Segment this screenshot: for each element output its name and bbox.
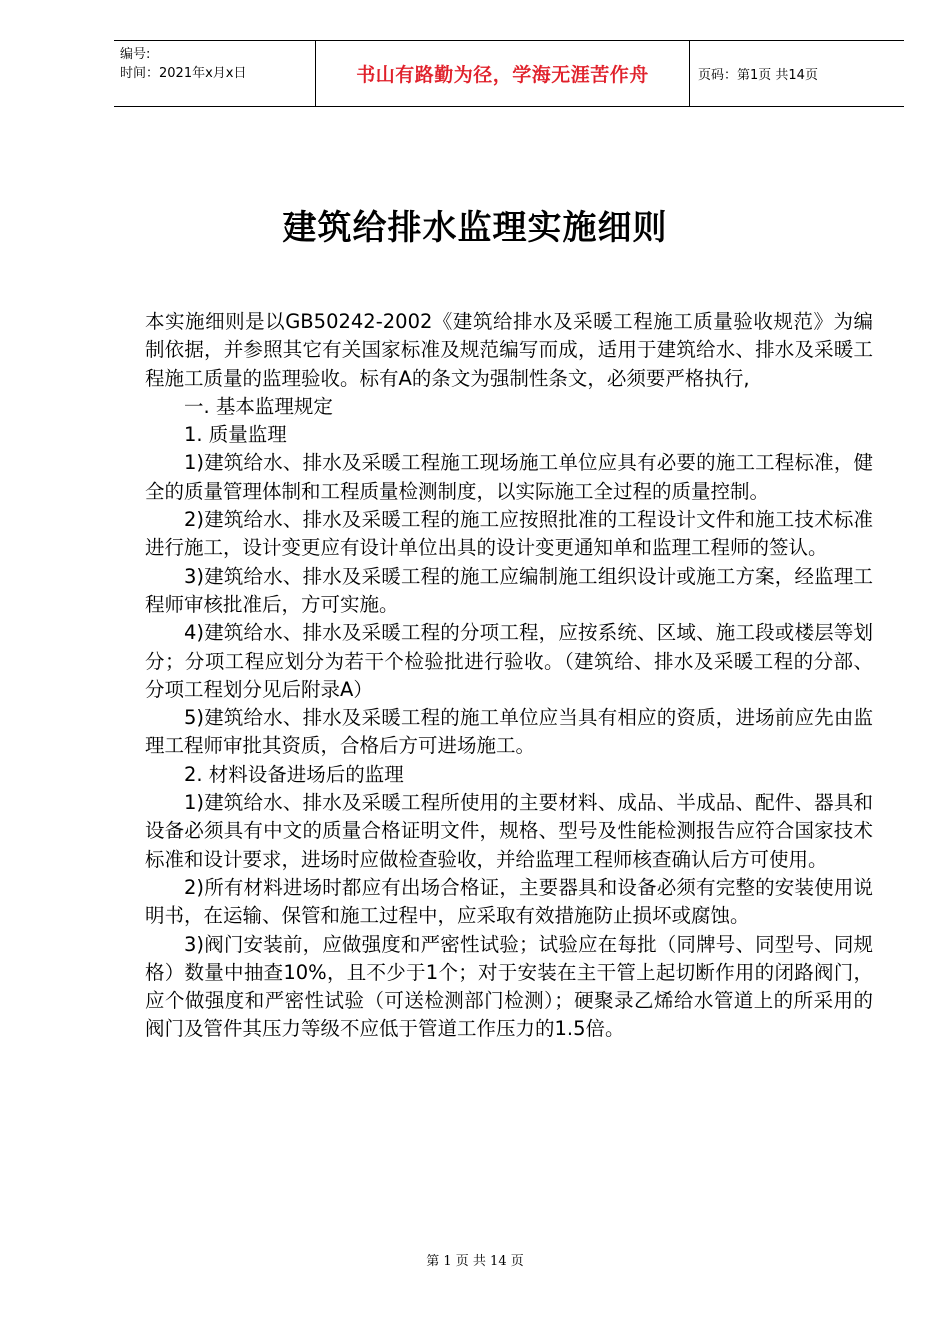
body-paragraph: 3)建筑给水、排水及采暖工程的施工应编制施工组织设计或施工方案，经监理工程师审核批准后，方可实施。 [145,564,873,616]
header-page-info: 页码：第1页 共14页 [698,68,818,83]
subsection-heading: 1. 质量监理 [184,423,287,447]
body-paragraph: 1)建筑给水、排水及采暖工程所使用的主要材料、成品、半成品、配件、器具和设备必须具有中文的质量合格证明文件，规格、型号及性能检测报告应符合国家技术标准和设计要求，进场时应做检查验收，并给监理工程师核查确认后方可使用。 [145,791,873,871]
subsection-heading: 2. 材料设备进场后的监理 [184,762,404,786]
document-body [145,308,873,1044]
body-paragraph: 5)建筑给水、排水及采暖工程的施工单位应当具有相应的资质，进场前应先由监理工程师审批其资质，合格后方可进场施工。 [145,706,873,758]
body-paragraph: 3)阀门安装前，应做强度和严密性试验；试验应在每批（同牌号、同型号、同规格）数量中抽查10%，且不少于1个；对于安装在主干管上起切断作用的闭路阀门，应个做强度和严密性试验（可送检测部门检测）；硬聚录乙烯给水管道上的所采用的阀门及管件其压力等级不应低于管道工作压力的1.5倍。 [145,932,873,1041]
intro-paragraph: 本实施细则是以GB50242-2002《建筑给排水及采暖工程施工质量验收规范》为编制依据，并参照其它有关国家标准及规范编写而成，适用于建筑给水、排水及采暖工程施工质量的监理验收。标有A的条文为强制性条文，必须要严格执行, [145,310,873,390]
page-footer: 第 1 页 共 14 页 [426,1254,524,1269]
header-meta [114,41,316,106]
body-paragraph: 2)所有材料进场时都应有出场合格证，主要器具和设备必须有完整的安装使用说明书，在运输、保管和施工过程中，应采取有效措施防止损坏或腐蚀。 [145,875,873,928]
header-motto: 书山有路勤为径，学海无涯苦作舟 [356,64,649,86]
body-paragraph: 4)建筑给水、排水及采暖工程的分项工程，应按系统、区域、施工段或楼层等划分；分项工程应划分为若干个检验批进行验收。（建筑给、排水及采暖工程的分部、分项工程划分见后附录A） [145,621,873,701]
body-paragraph: 1)建筑给水、排水及采暖工程施工现场施工单位应具有必要的施工工程标准，健全的质量管理体制和工程质量检测制度，以实际施工全过程的质量控制。 [145,451,873,503]
header-motto-cell [316,41,690,106]
header-page-info-cell [690,41,904,106]
document-number-label: 编号: [120,47,151,62]
body-paragraph: 2)建筑给水、排水及采暖工程的施工应按照批准的工程设计文件和施工技术标准进行施工，设计变更应有设计单位出具的设计变更通知单和监理工程师的签认。 [145,508,873,560]
header-table [114,40,904,107]
section-heading: 一. 基本监理规定 [184,394,333,418]
document-time-label: 时间：2021年x月x日 [120,66,247,81]
document-title: 建筑给排水监理实施细则 [282,208,668,248]
